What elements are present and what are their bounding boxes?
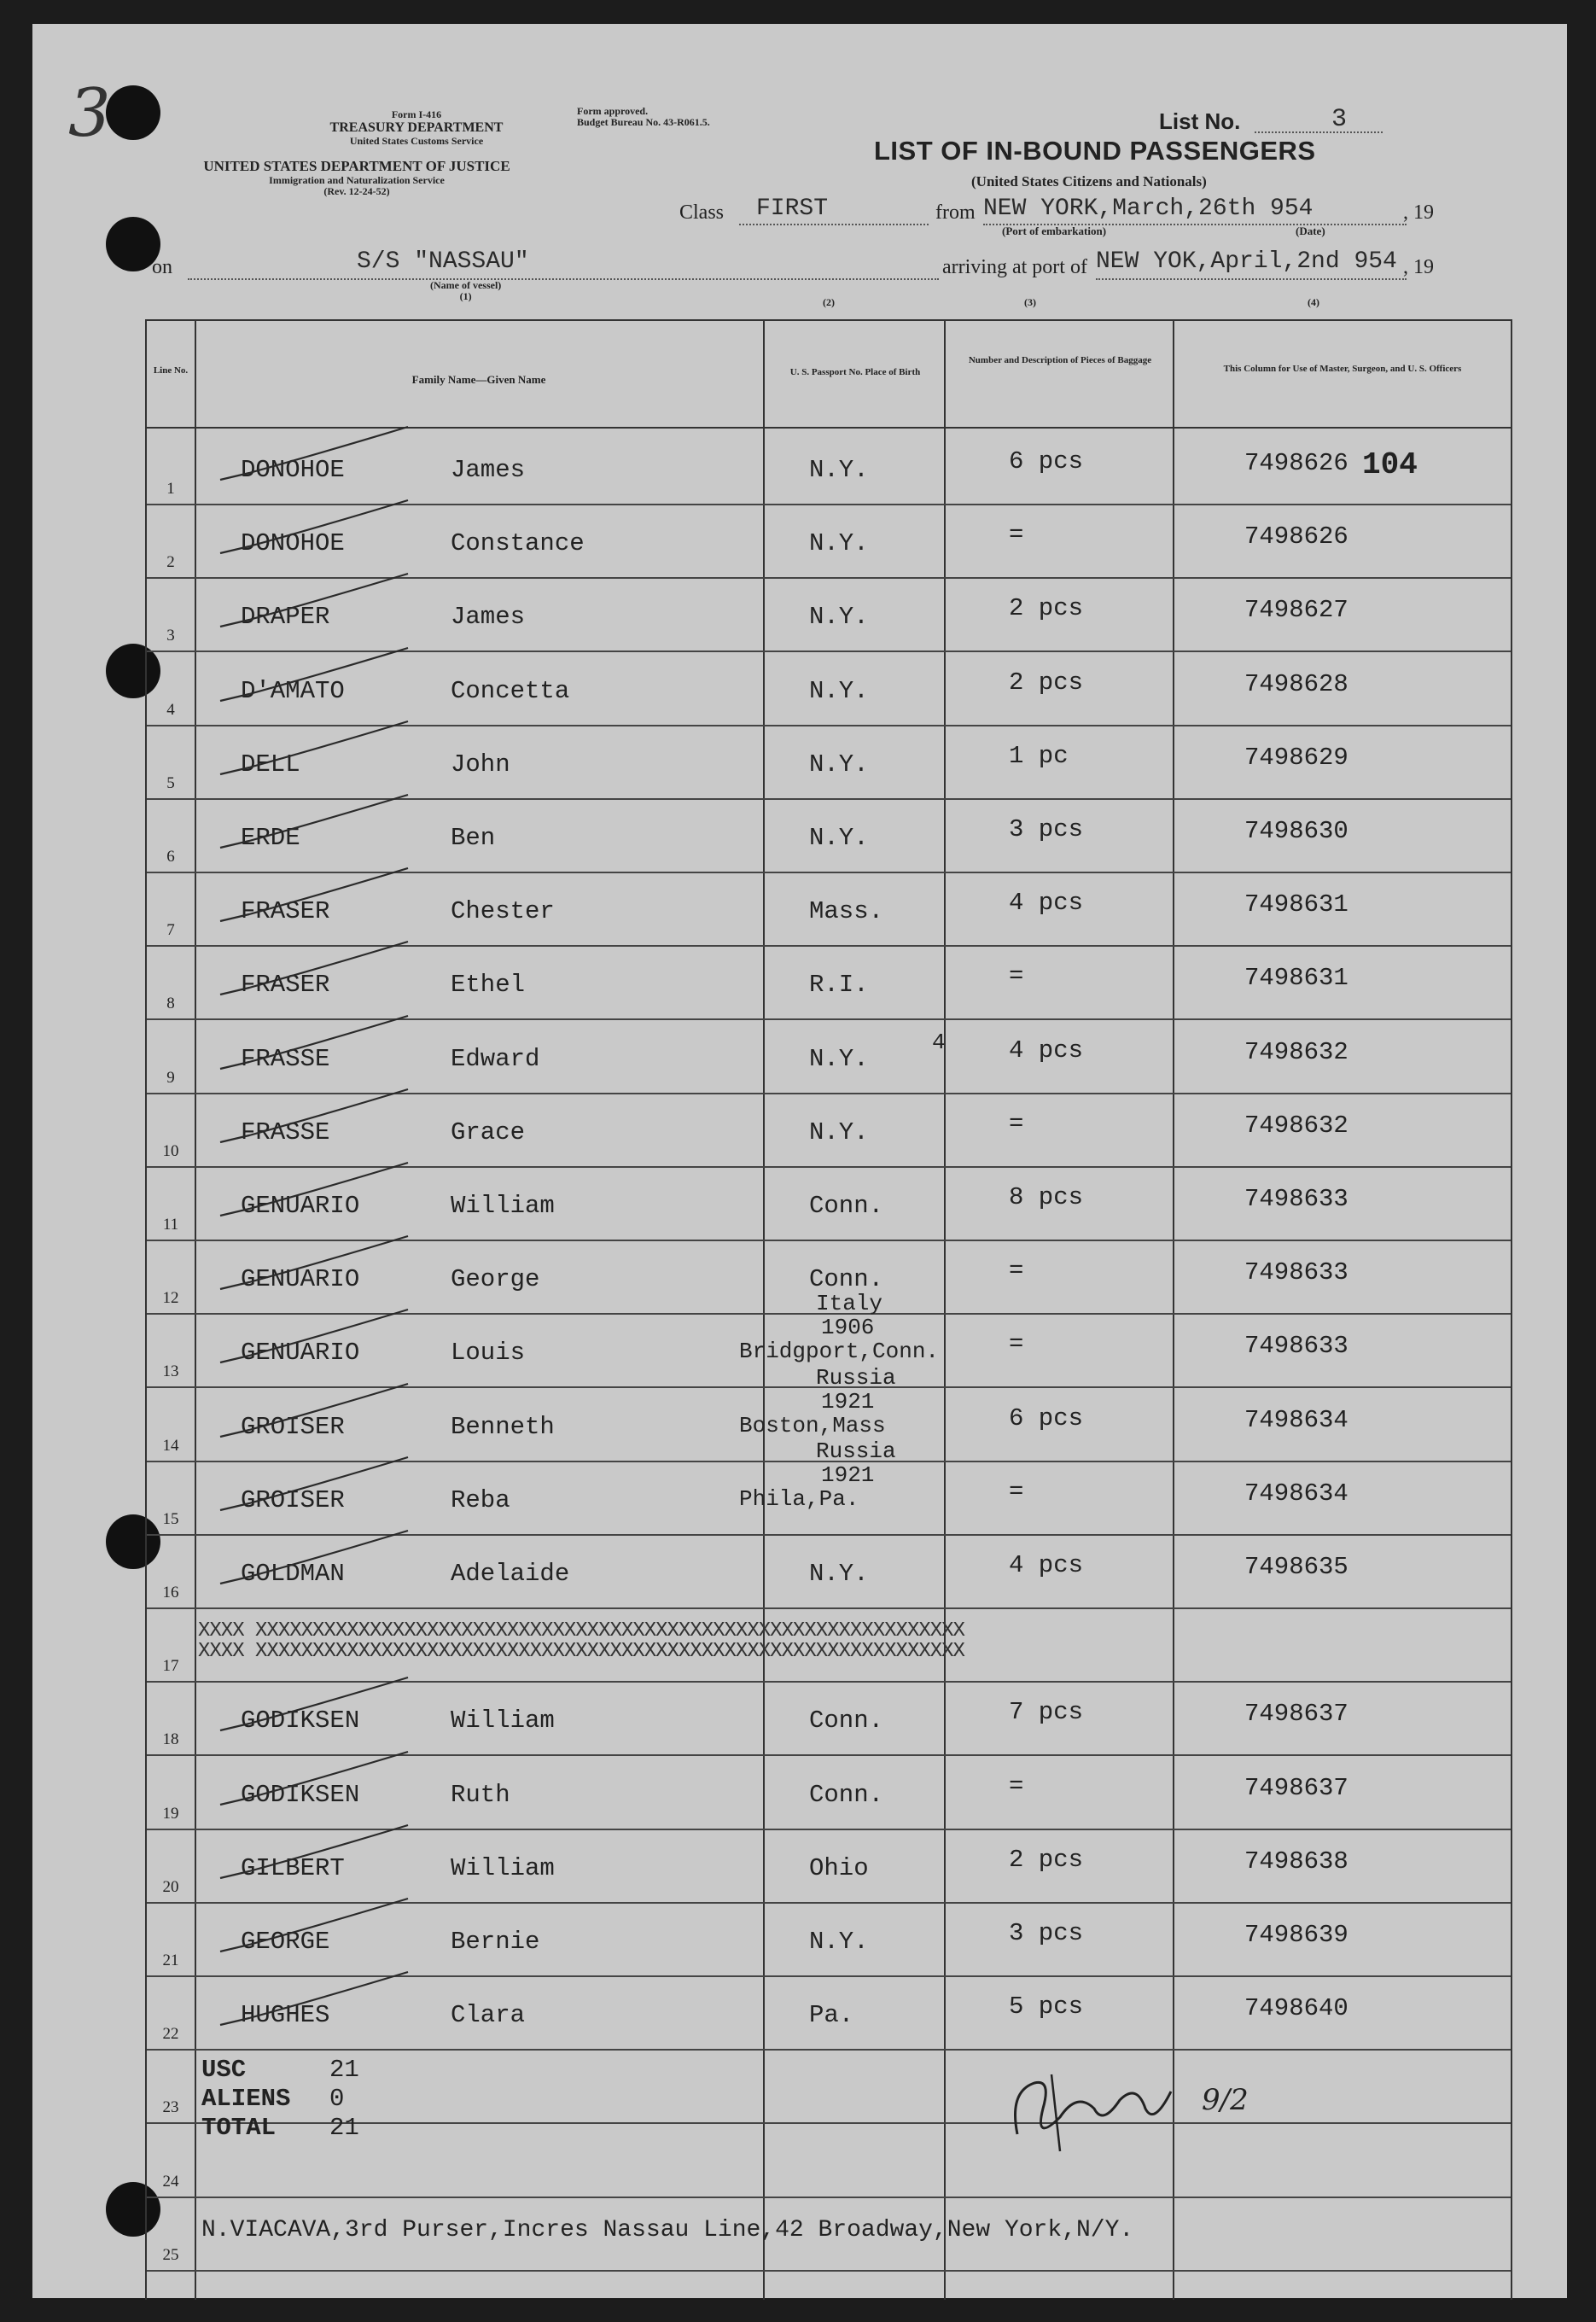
birth-country: Italy xyxy=(816,1291,883,1317)
check-mark-icon xyxy=(215,641,411,706)
totals-label: ALIENS xyxy=(201,2085,291,2114)
birth-place: N.Y. xyxy=(809,1044,869,1073)
officer-number: 7498633 xyxy=(1244,1258,1348,1287)
officer-number: 7498626 xyxy=(1244,522,1348,551)
family-name: GROISER xyxy=(241,1412,345,1441)
check-mark-icon xyxy=(215,1965,411,2030)
birth-place: N.Y. xyxy=(809,1117,869,1146)
check-mark-icon xyxy=(215,1450,411,1515)
line-number: 10 xyxy=(162,1141,179,1160)
line-number: 7 xyxy=(166,921,175,940)
family-name: DELL xyxy=(241,750,300,779)
family-name: ERDE xyxy=(241,824,300,852)
given-name: Constance xyxy=(451,529,585,558)
birth-place: Conn. xyxy=(809,1265,884,1294)
family-name: DRAPER xyxy=(241,603,330,632)
line-number: 4 xyxy=(166,700,175,719)
line-number: 12 xyxy=(162,1289,179,1308)
given-name: Ethel xyxy=(451,971,526,1000)
family-name: GODIKSEN xyxy=(241,1706,360,1736)
line-number: 23 xyxy=(162,2098,179,2117)
given-name: George xyxy=(451,1265,540,1294)
punch-hole xyxy=(106,85,160,140)
vessel-name: S/S "NASSAU" xyxy=(357,248,529,275)
given-name: John xyxy=(451,750,510,779)
line-number: 22 xyxy=(162,2025,179,2044)
check-mark-icon xyxy=(215,788,411,853)
totals-label: TOTAL xyxy=(201,2114,277,2143)
totals-value: 21 xyxy=(329,2056,359,2085)
given-name: Edward xyxy=(451,1044,540,1073)
date-note: (Date) xyxy=(1296,225,1325,237)
check-mark-icon xyxy=(215,1818,411,1883)
check-mark-icon xyxy=(215,861,411,926)
baggage-count: 7 pcs xyxy=(1009,1698,1084,1727)
birth-place: N.Y. xyxy=(809,603,869,632)
given-name: James xyxy=(451,456,526,484)
officer-number: 7498638 xyxy=(1244,1847,1348,1876)
family-name: D'AMATO xyxy=(241,676,345,705)
form-page xyxy=(32,24,1567,2298)
officer-number: 7498634 xyxy=(1244,1479,1348,1508)
officer-number: 7498637 xyxy=(1244,1700,1348,1729)
totals-label: USC xyxy=(201,2056,247,2085)
family-name: HUGHES xyxy=(241,2001,330,2030)
table-row xyxy=(147,1534,1511,1609)
check-mark-icon xyxy=(215,1082,411,1147)
birth-year: 1921 xyxy=(821,1388,875,1415)
col-header-line: Line No. xyxy=(153,365,189,376)
birth-country: Russia xyxy=(816,1438,896,1464)
baggage-count: 3 pcs xyxy=(1009,815,1084,843)
line-number: 21 xyxy=(162,1952,179,1969)
line-number: 6 xyxy=(166,848,175,866)
line-number: 18 xyxy=(162,1730,179,1749)
col-number-2: (2) xyxy=(823,296,835,308)
officer-number: 7498627 xyxy=(1244,596,1348,625)
birth-place: Conn. xyxy=(809,1192,884,1220)
family-name: FRASSE xyxy=(241,1044,330,1073)
col-header-baggage: Number and Description of Pieces of Baggage xyxy=(968,355,1152,365)
line-number: 20 xyxy=(162,1877,179,1896)
customs-service: United States Customs Service xyxy=(349,134,484,147)
check-mark-icon xyxy=(215,1009,411,1074)
baggage-count: 8 pcs xyxy=(1009,1183,1084,1211)
crossed-out-entry: XXXX XXXXXXXXXXXXXXXXXXXXXXXXXXXXXXXXXXXXXXXXXXXXXXXXXXXXXXXXXXXXXX xyxy=(198,1619,964,1643)
vessel-line xyxy=(188,278,939,280)
col-header-officers: This Column for Use of Master, Surgeon, and U. S. Officers xyxy=(1223,364,1462,374)
birth-place: Phila,Pa. xyxy=(739,1485,859,1512)
year-label: , 19 xyxy=(1403,201,1434,224)
birth-place: Boston,Mass xyxy=(739,1412,886,1438)
embark-note: (Port of embarkation) xyxy=(1002,225,1107,237)
col-number-4: (4) xyxy=(1308,296,1319,308)
given-name: William xyxy=(451,1192,555,1220)
birth-place: Mass. xyxy=(809,897,884,926)
line-number: 16 xyxy=(162,1584,179,1601)
line-number: 25 xyxy=(162,2245,179,2264)
page-subtitle: (United States Citizens and Nationals) xyxy=(971,173,1207,190)
class-value: FIRST xyxy=(756,195,829,222)
approved-text: Form approved. xyxy=(577,105,649,117)
officer-number: 7498633 xyxy=(1244,1185,1348,1213)
justice-dept: UNITED STATES DEPARTMENT OF JUSTICE xyxy=(203,158,510,174)
baggage-count: 1 pc xyxy=(1009,741,1069,770)
totals-value: 21 xyxy=(329,2114,359,2143)
officer-number: 7498629 xyxy=(1244,743,1348,772)
given-name: Ruth xyxy=(451,1780,510,1809)
from-value: NEW YORK,March,26th 954 xyxy=(983,195,1313,222)
birth-place: Pa. xyxy=(809,2001,854,2030)
line-number: 14 xyxy=(162,1436,179,1455)
ins-service: Immigration and Naturalization Service xyxy=(269,173,445,186)
baggage-count: 6 pcs xyxy=(1009,1403,1084,1432)
baggage-count: 2 pcs xyxy=(1009,1845,1084,1874)
birth-place: N.Y. xyxy=(809,529,869,558)
baggage-count: 4 pcs xyxy=(1009,1036,1084,1065)
handwritten-page-mark: 3 xyxy=(68,75,111,152)
year-label-2: , 19 xyxy=(1403,256,1434,278)
line-number: 15 xyxy=(162,1509,179,1528)
baggage-count: = xyxy=(1009,1109,1024,1138)
handwritten-signature xyxy=(1000,2057,1205,2168)
birth-place: R.I. xyxy=(809,971,869,1000)
family-name: FRASSE xyxy=(241,1117,330,1146)
budget-text: Budget Bureau No. 43-R061.5. xyxy=(577,116,710,129)
arriving-line xyxy=(1096,278,1407,280)
line-number: 24 xyxy=(162,2172,179,2191)
line-number: 19 xyxy=(162,1804,179,1823)
baggage-count: 4 pcs xyxy=(1009,1551,1084,1579)
birth-year: 1921 xyxy=(821,1461,875,1488)
line-number: 9 xyxy=(166,1068,175,1087)
check-mark-icon xyxy=(215,1892,411,1957)
baggage-count: = xyxy=(1009,962,1024,991)
purser-signature-line: N.VIACAVA,3rd Purser,Incres Nassau Line,42 Broadway,New York,N/Y. xyxy=(201,2216,1134,2243)
form-header-treasury xyxy=(314,109,519,147)
family-name: GILBERT xyxy=(241,1853,345,1882)
form-header-justice xyxy=(152,159,562,197)
form-approval xyxy=(577,106,710,128)
family-name: GENUARIO xyxy=(241,1339,360,1368)
given-name: Grace xyxy=(451,1117,526,1146)
check-mark-icon xyxy=(215,567,411,632)
officer-number: 7498632 xyxy=(1244,1111,1348,1140)
family-name: GOLDMAN xyxy=(241,1560,345,1588)
given-name: William xyxy=(451,1853,555,1882)
given-name: James xyxy=(451,603,526,632)
line-number: 11 xyxy=(162,1216,179,1234)
check-mark-icon xyxy=(215,420,411,485)
family-name: GROISER xyxy=(241,1485,345,1514)
given-name: Bernie xyxy=(451,1928,540,1956)
baggage-count: = xyxy=(1009,1771,1024,1800)
form-number: Form I-416 xyxy=(391,108,442,120)
check-mark-icon xyxy=(215,935,411,1000)
list-no-value: 3 xyxy=(1331,105,1348,134)
revision: (Rev. 12-24-52) xyxy=(323,184,390,197)
birth-year: 1906 xyxy=(821,1315,875,1341)
line-number: 2 xyxy=(166,553,175,572)
officer-number: 7498631 xyxy=(1244,890,1348,919)
given-name: Benneth xyxy=(451,1412,555,1441)
table-row xyxy=(147,1975,1511,2051)
given-name: William xyxy=(451,1706,555,1736)
col-header-name: Family Name—Given Name xyxy=(411,373,546,386)
totals-value: 0 xyxy=(329,2085,345,2114)
family-name: FRASER xyxy=(241,971,330,1000)
given-name: Clara xyxy=(451,2001,526,2030)
vessel-note-number: (1) xyxy=(459,290,472,303)
baggage-count: 2 pcs xyxy=(1009,594,1084,623)
page-title: LIST OF IN-BOUND PASSENGERS xyxy=(874,136,1316,166)
on-label: on xyxy=(152,256,172,278)
baggage-count: = xyxy=(1009,1330,1024,1359)
birth-place: Ohio xyxy=(809,1853,869,1882)
check-mark-icon xyxy=(215,1156,411,1221)
check-mark-icon xyxy=(215,715,411,779)
given-name: Reba xyxy=(451,1485,510,1514)
check-mark-icon xyxy=(215,493,411,558)
line-number: 8 xyxy=(166,995,175,1013)
crossed-out-entry: XXXX XXXXXXXXXXXXXXXXXXXXXXXXXXXXXXXXXXXXXXXXXXXXXXXXXXXXXXXXXXXXXX xyxy=(198,1640,964,1664)
check-mark-icon xyxy=(215,1377,411,1442)
given-name: Adelaide xyxy=(451,1560,570,1588)
stray-mark: 4 xyxy=(932,1029,946,1055)
birth-place: N.Y. xyxy=(809,456,869,484)
family-name: FRASER xyxy=(241,897,330,926)
given-name: Ben xyxy=(451,824,496,852)
given-name: Louis xyxy=(451,1339,526,1368)
given-name: Chester xyxy=(451,897,555,926)
check-mark-icon xyxy=(215,1303,411,1368)
check-mark-icon xyxy=(215,1671,411,1736)
passenger-table xyxy=(145,319,1512,2300)
family-name: GODIKSEN xyxy=(241,1780,360,1809)
vessel-note xyxy=(430,280,501,302)
given-name: Concetta xyxy=(451,676,570,705)
officer-number: 7498631 xyxy=(1244,964,1348,993)
line-number: 1 xyxy=(166,480,175,498)
family-name: DONOHOE xyxy=(241,529,345,558)
treasury-dept: TREASURY DEPARTMENT xyxy=(329,120,504,136)
check-mark-icon xyxy=(215,1745,411,1810)
line-number: 13 xyxy=(162,1362,179,1381)
officer-number: 7498640 xyxy=(1244,1994,1348,2023)
officer-number: 7498635 xyxy=(1244,1553,1348,1581)
class-label: Class xyxy=(679,201,725,224)
baggage-count: 3 pcs xyxy=(1009,1919,1084,1947)
vessel-note-text: (Name of vessel) xyxy=(430,279,502,291)
officer-number: 7498639 xyxy=(1244,1921,1348,1949)
stamp-number: 104 xyxy=(1362,447,1418,482)
class-line xyxy=(739,224,929,225)
signature-note: 9/2 xyxy=(1202,2083,1249,2118)
arriving-value: NEW YOK,April,2nd 954 xyxy=(1096,248,1397,275)
family-name: GENUARIO xyxy=(241,1192,360,1220)
birth-place: N.Y. xyxy=(809,824,869,852)
birth-place: Conn. xyxy=(809,1706,884,1736)
baggage-count: 2 pcs xyxy=(1009,668,1084,697)
baggage-count: = xyxy=(1009,1257,1024,1286)
birth-place: N.Y. xyxy=(809,750,869,779)
arriving-label: arriving at port of xyxy=(942,256,1087,278)
birth-place: N.Y. xyxy=(809,1560,869,1588)
baggage-count: = xyxy=(1009,521,1024,550)
list-no-line xyxy=(1255,131,1383,133)
officer-number: 7498626 xyxy=(1244,449,1348,477)
baggage-count: 6 pcs xyxy=(1009,447,1084,475)
birth-place: Bridgport,Conn. xyxy=(739,1339,940,1365)
check-mark-icon xyxy=(215,1229,411,1294)
officer-number: 7498632 xyxy=(1244,1037,1348,1066)
birth-country: Russia xyxy=(816,1364,896,1391)
line-number: 3 xyxy=(166,627,175,645)
col-header-passport: U. S. Passport No. Place of Birth xyxy=(789,367,921,377)
birth-place: N.Y. xyxy=(809,676,869,705)
officer-number: 7498637 xyxy=(1244,1773,1348,1802)
check-mark-icon xyxy=(215,1524,411,1589)
officer-number: 7498633 xyxy=(1244,1332,1348,1361)
officer-number: 7498634 xyxy=(1244,1405,1348,1434)
baggage-count: 4 pcs xyxy=(1009,889,1084,918)
baggage-count: = xyxy=(1009,1477,1024,1506)
birth-place: Conn. xyxy=(809,1780,884,1809)
family-name: GEORGE xyxy=(241,1928,330,1956)
list-no-label: List No. xyxy=(1159,108,1241,134)
baggage-count: 5 pcs xyxy=(1009,1992,1084,2022)
line-number: 5 xyxy=(166,773,175,792)
line-number: 17 xyxy=(162,1657,179,1676)
col-number-3: (3) xyxy=(1024,296,1036,308)
officer-number: 7498630 xyxy=(1244,817,1348,845)
family-name: GENUARIO xyxy=(241,1265,360,1294)
family-name: DONOHOE xyxy=(241,456,345,484)
officer-number: 7498628 xyxy=(1244,669,1348,698)
birth-place: N.Y. xyxy=(809,1928,869,1956)
from-label: from xyxy=(935,201,976,224)
